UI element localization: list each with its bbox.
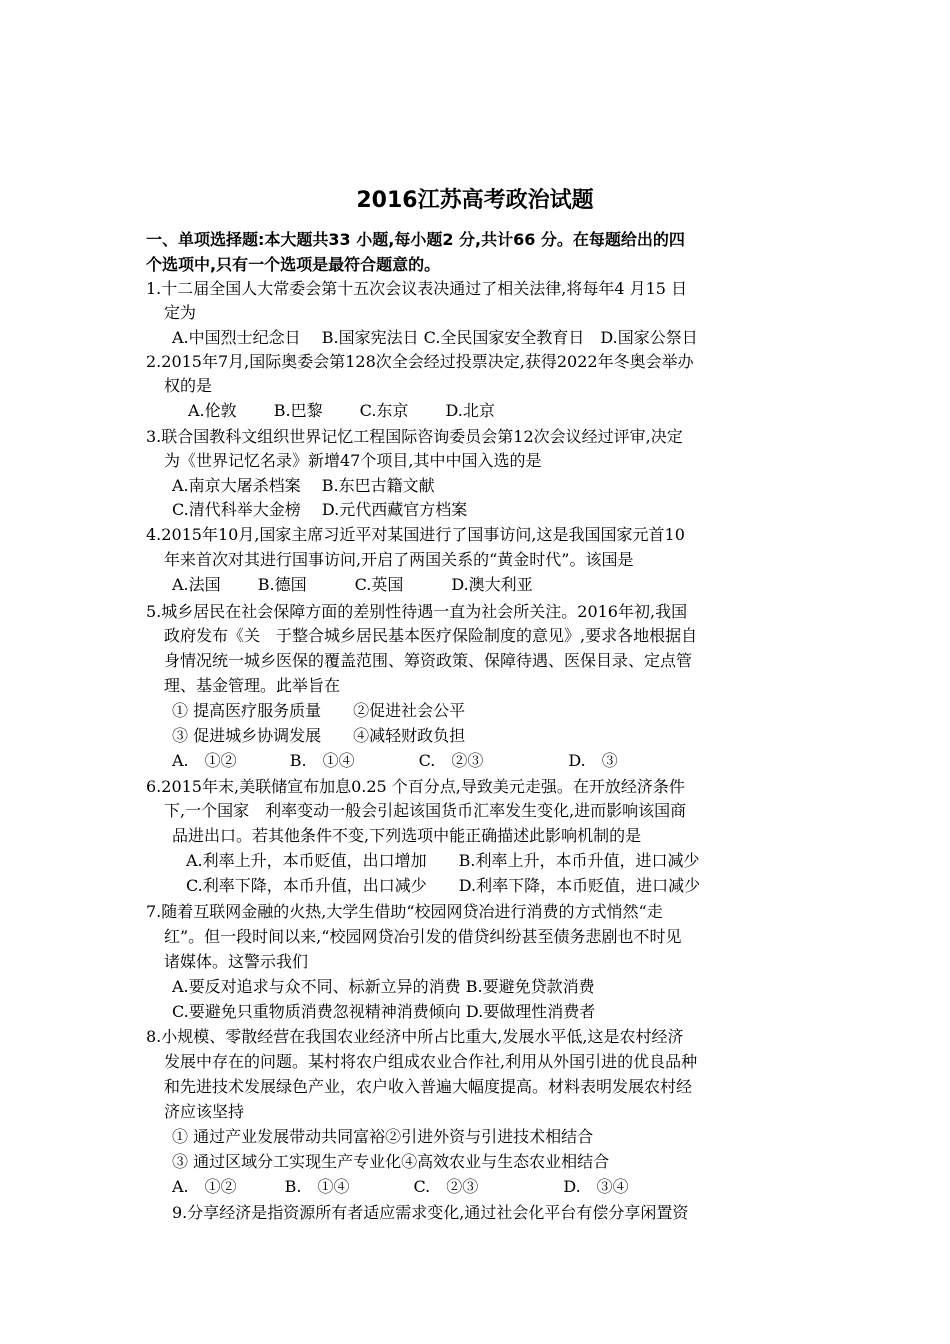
q7-stem: 7.随着互联网金融的火热,大学生借助“校园网贷冶进行消费的方式悄然“走 [146, 902, 663, 921]
q6-stem-cont-1: 下,一个国家 利率变动一般会引起该国货币汇率发生变化,进而影响该国商 [164, 801, 687, 820]
q1-stem-cont: 定为 [164, 303, 197, 322]
q7-options-cd: C.要避免只重物质消费忽视精神消费倾向 D.要做理性消费者 [172, 1002, 596, 1021]
q6-options-ab: A.利率上升，本币贬值，出口增加 B.利率上升，本币升值，进口减少 [186, 851, 700, 870]
q4-stem: 4.2015年10月,国家主席习近平对某国进行了国事访问,这是我国国家元首10 [146, 525, 685, 544]
q1-stem: 1.十二届全国人大常委会第十五次会议表决通过了相关法律,将每年4 月15 日 [146, 279, 688, 298]
q6-stem: 6.2015年末,美联储宣布加息0.25 个百分点,导致美元走强。在开放经济条件 [146, 777, 685, 796]
q2-stem-cont: 权的是 [164, 376, 213, 395]
q6-stem-cont-2: 品进出口。若其他条件不变,下列选项中能正确描述此影响机制的是 [172, 826, 642, 845]
section-header-line-2: 个选项中,只有一个选项是最符合题意的。 [146, 255, 441, 274]
q2-stem: 2.2015年7月,国际奥委会第128次全会经过投票决定,获得2022年冬奥会举办 [146, 352, 694, 371]
q1-options: A.中国烈士纪念日 B.国家宪法日 C.全民国家安全教育日 D.国家公祭日 [172, 328, 698, 347]
q3-stem: 3.联合国教科文组织世界记忆工程国际咨询委员会第12次会议经过评审,决定 [146, 427, 683, 446]
q8-stem-cont-1: 发展中存在的问题。某村将农户组成农业合作社,利用从外国引进的优良品种 [164, 1052, 698, 1071]
q5-stem-cont-1: 政府发布《关 于整合城乡居民基本医疗保险制度的意见》,要求各地根据自 [164, 626, 698, 645]
q4-stem-cont: 年来首次对其进行国事访问,开启了两国关系的“黄金时代”。该国是 [164, 550, 634, 569]
page-title: 2016江苏高考政治试题 [356, 188, 594, 213]
q3-options-cd: C.清代科举大金榜 D.元代西藏官方档案 [172, 500, 468, 519]
q8-stem-cont-3: 济应该坚持 [164, 1102, 245, 1121]
q8-options: A. ①② B. ①④ C. ②③ D. ③④ [172, 1177, 629, 1196]
q8-statements-12: ① 通过产业发展带动共同富裕②引进外资与引进技术相结合 [172, 1127, 594, 1146]
q2-options: A.伦敦 B.巴黎 C.东京 D.北京 [188, 401, 495, 420]
q5-statements-12: ① 提高医疗服务质量 ②促进社会公平 [172, 701, 466, 720]
q7-stem-cont-1: 红”。但一段时间以来,“校园网贷冶引发的借贷纠纷甚至债务悲剧也不时见 [164, 927, 682, 946]
section-header-line-1: 一、单项选择题:本大题共33 小题,每小题2 分,共计66 分。在每题给出的四 [146, 230, 685, 249]
q3-stem-cont: 为《世界记忆名录》新增47个项目,其中中国入选的是 [164, 451, 542, 470]
q7-stem-cont-2: 诸媒体。这警示我们 [164, 952, 309, 971]
q7-options-ab: A.要反对追求与众不同、标新立异的消费 B.要避免贷款消费 [172, 977, 595, 996]
q9-stem: 9.分享经济是指资源所有者适应需求变化,通过社会化平台有偿分享闲置资 [172, 1203, 689, 1222]
q5-stem-cont-3: 理、基金管理。此举旨在 [164, 676, 341, 695]
q4-options: A.法国 B.德国 C.英国 D.澳大利亚 [172, 575, 533, 594]
q8-stem-cont-2: 和先进技术发展绿色产业，农户收入普遍大幅度提高。材料表明发展农村经 [164, 1077, 693, 1096]
q8-statements-34: ③ 通过区域分工实现生产专业化④高效农业与生态农业相结合 [172, 1152, 610, 1171]
q5-options: A. ①② B. ①④ C. ②③ D. ③ [172, 751, 618, 770]
q6-options-cd: C.利率下降，本币升值，出口减少 D.利率下降，本币贬值，进口减少 [186, 876, 701, 895]
q5-stem-cont-2: 身情况统一城乡医保的覆盖范围、筹资政策、保障待遇、医保目录、定点管 [164, 651, 693, 670]
q8-stem: 8.小规模、零散经营在我国农业经济中所占比重大,发展水平低,这是农村经济 [146, 1027, 684, 1046]
q3-options-ab: A.南京大屠杀档案 B.东巴古籍文献 [172, 476, 435, 495]
q5-stem: 5.城乡居民在社会保障方面的差别性待遇一直为社会所关注。2016年初,我国 [146, 602, 688, 621]
q5-statements-34: ③ 促进城乡协调发展 ④减轻财政负担 [172, 726, 466, 745]
